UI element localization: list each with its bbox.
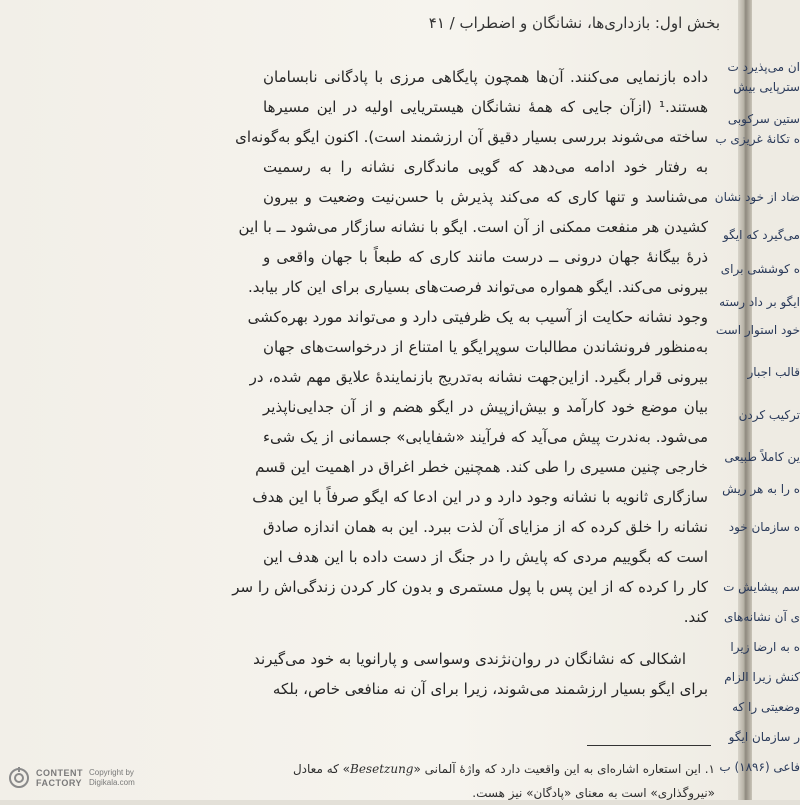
text-line: به‌منظور فرونشاندن مطالبات سوپرایگو یا امتناع از درخواست‌های جهان [263,338,708,356]
adjacent-page-line: سترپایی بیش [733,80,800,94]
adjacent-page-line: ایگو بر داد رسته [719,295,800,309]
text-line: وجود نشانه حکایت از آسیب به یک ظرفیتی دارد و می‌تواند مورد بهره‌کشی [247,308,708,326]
footnote-line-1 [270,757,715,781]
watermark-copyright [89,768,135,788]
paragraph-gap [263,632,708,644]
text-line: کار را کرده که از این پس با پول مستمری و بدون کار کردن زندگی‌اش را سر [232,578,708,596]
adjacent-page-line: کنش زیرا الزام [724,670,800,684]
adjacent-page-line: ی آن نشانه‌های [723,610,800,624]
adjacent-page-edge [714,0,800,800]
adjacent-page-line: ستین سرکوبی [727,112,800,126]
text-line: به رفتار خود ادامه می‌دهد که گویی ماندگاری نشانه را به رسمیت [263,158,708,176]
adjacent-page-line: ین کاملاً طبیعی [724,450,800,464]
watermark-brand-line-1: CONTENT [36,768,83,778]
adjacent-page-line: سم پیشایش ت [723,580,800,594]
adjacent-page-line: می‌گیرد که ایگو [722,228,800,242]
adjacent-page-line: خود استوار است [715,323,800,337]
text-line: داده بازنمایی می‌کنند. آن‌ها همچون پایگاهی مرزی با پادگانی نابسامان [263,68,708,86]
text-line: خارجی چنین مسیری را طی کند. همچنین خطر اغراق در اهمیت این قسم [255,458,708,476]
adjacent-page-line: فاعی (۱۸۹۶) ب [719,760,800,774]
watermark-brand [36,768,83,788]
body-text [232,62,708,704]
watermark-brand-line-2: FACTORY [36,778,83,788]
text-line: می‌شود. به‌ندرت پیش می‌آید که فرآیند «شفایابی» جسمانی از یک شیء [263,428,708,446]
adjacent-page-line: ضاد از خود نشان [714,190,800,204]
adjacent-page-line: ه کوششی برای [720,262,800,276]
text-line: ساخته می‌شوند بررسی بسیار دقیق آن ارزشمند است). اکنون ایگو به‌گونه‌ای [235,128,708,146]
watermark-site: Digikala.com [89,778,135,787]
footnote-rule [587,745,711,746]
text-line: می‌شناسد و تنها کاری که می‌کند پذیرش با حسن‌نیت وضعیت و بیرون [263,188,708,206]
text-line: اشکالی که نشانگان در روان‌نژندی وسواسی و پارانویا به خود می‌گیرند [253,650,686,668]
text-line: نشانه را خلق کرده که از مزایای آن لذت ببرد. این به همان اندازه صادق [263,518,708,536]
adjacent-page-line: ه به ارضا زیرا [730,640,800,654]
paragraph-1 [232,62,708,632]
text-line: کشیدن هر منفعت ممکنی از آن است. ایگو با نشانه سازگار می‌شود ــ با این [238,218,708,236]
paragraph-2 [253,644,708,704]
adjacent-page-line: قالب اجبار [747,365,800,379]
adjacent-page-line: وضعیتی را که [732,700,800,714]
watermark-copyright-text: Copyright by [89,768,134,777]
footnote [270,757,715,805]
running-header: بخش اول: بازداری‌ها، نشانگان و اضطراب / ۴۱ [428,14,720,32]
adjacent-page-line: ترکیب کردن [738,408,800,422]
footnote-text-b: » که معادل [292,762,351,776]
text-line: برای ایگو بسیار ارزشمند می‌شوند، زیرا برای آن نه منافعی خاص، بلکه [272,680,708,698]
text-line: ذرهٔ بیگانهٔ جهان درونی ــ درست مانند کاری که طبعاً با جهان واقعی و [263,248,708,266]
text-line: بیرونی می‌کند. ایگو همواره می‌تواند فرصت‌های بسیاری برای این کار بیابد. [247,278,708,296]
adjacent-page-line: ان می‌پذیرد ت [727,60,800,74]
text-line: بیرونی قرار بگیرد. ازاین‌جهت نشانه به‌تدریج بازنمایندهٔ علایق مهم شده، در [249,368,708,386]
footnote-text-a: ۱. این استعاره اشاره‌ای به این واقعیت دارد که واژهٔ آلمانی « [413,762,715,776]
text-line: بیان موضع خود کارآمد و بیش‌ازپیش در ایگو هضم و از آن جدایی‌ناپذیر [263,398,708,416]
content-factory-logo-icon [8,767,30,789]
watermark [8,763,218,793]
adjacent-page-line: ر سازمان ایگو [728,730,800,744]
adjacent-page-line: ه تکانهٔ غریزی ب [715,132,800,146]
adjacent-page-line: ه را به هر ریش [722,482,800,496]
text-line: است که بگوییم مردی که پایش را در جنگ از دست داده با این هدف این [263,548,708,566]
footnote-latin-word: Besetzung [350,762,414,776]
text-line: سازگاری ثانویه با نشانه وجود دارد و در این ادعا که ایگو صرفاً با این هدف [252,488,708,506]
adjacent-page-line: ه سازمان خود [728,520,800,534]
text-line: کند. [683,608,708,626]
footnote-line-2: «نیروگذاری» است به معنای «پادگان» نیز هست. [472,786,715,800]
text-line: هستند.¹ (ازآن جایی که همهٔ نشانگان هیستریایی اولیه در این مسیرها [263,98,708,116]
